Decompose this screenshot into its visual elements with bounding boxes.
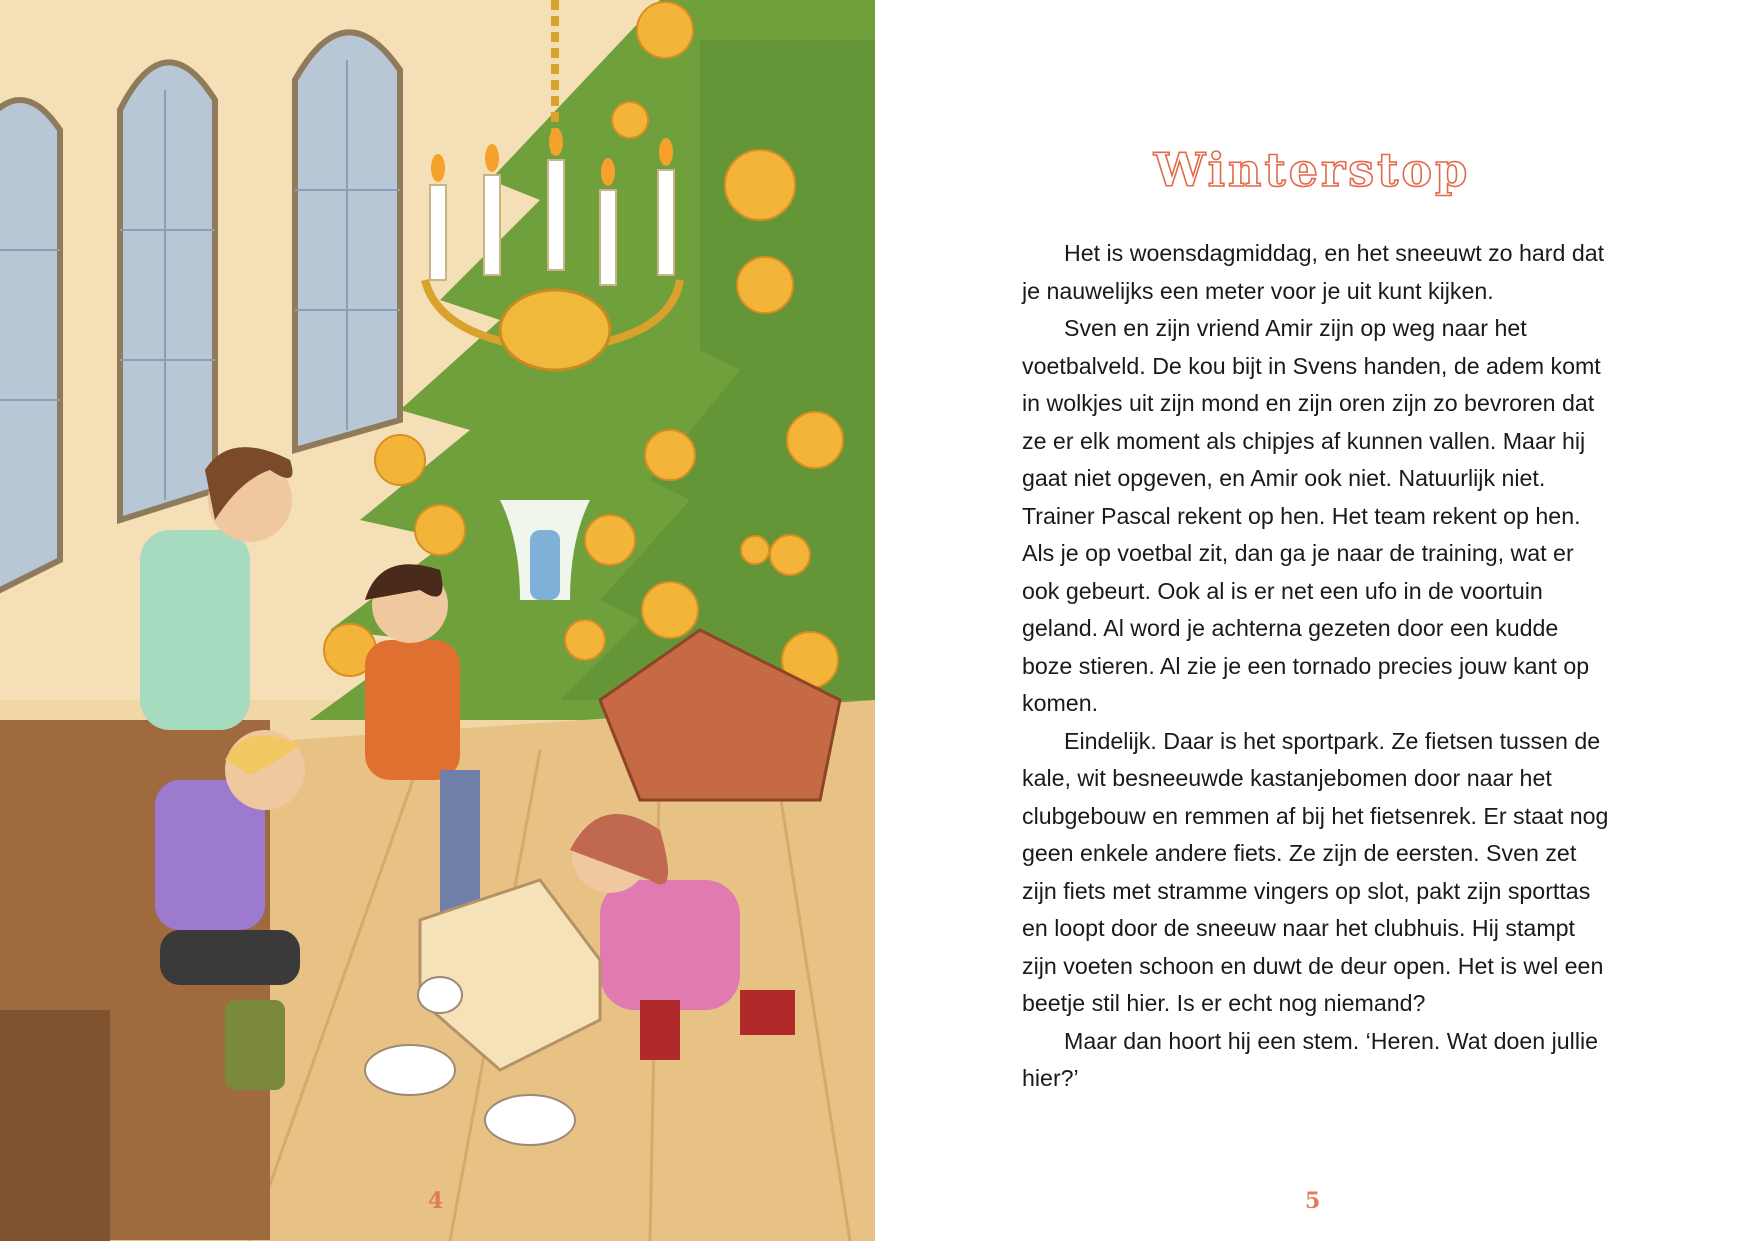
story-text (1022, 235, 1612, 1098)
paragraph: Sven en zijn vriend Amir zijn op weg naar het voetbalveld. De kou bijt in Svens handen, de adem komt in wolkjes uit zijn mond en zijn oren zijn zo bevroren dat ze er elk moment als chipjes af kunnen vallen. Maar hij gaat niet opgeven, en Amir ook niet. Natuurlijk niet. Trainer Pascal rekent op hen. Het team rekent op hen. Als je op voetbal zit, dan ga je naar de training, wat er ook gebeurt. Ook al is er net een ufo in de voortuin geland. Al word je achterna gezeten door een kudde boze stieren. Al zie je een tornado precies jouw kant op komen. (1022, 315, 1601, 716)
paragraph: Het is woensdagmiddag, en het sneeuwt zo hard dat je nauwelijks een meter voor je uit kunt kijken. (1022, 240, 1605, 304)
page-number: 5 (1305, 1188, 1321, 1214)
chapter-title: Winterstop (1153, 143, 1471, 197)
page-number: 4 (428, 1188, 444, 1214)
paragraph: Maar dan hoort hij een stem. ‘Heren. Wat doen jullie hier?’ (1022, 1027, 1599, 1091)
right-page (875, 0, 1749, 1241)
paragraph: Eindelijk. Daar is het sportpark. Ze fietsen tussen de kale, wit besneeuwde kastanjebomen door naar het clubgebouw en remmen af bij het fietsenrek. Er staat nog geen enkele andere fiets. Ze zijn de eersten. Sven zet zijn fiets met stramme vingers op slot, pakt zijn sporttas en loopt door de sneeuw naar het clubhuis. Hij stampt zijn voeten schoon en duwt de deur open. Het is wel een beetje stil hier. Is er echt nog niemand? (1022, 727, 1609, 1016)
